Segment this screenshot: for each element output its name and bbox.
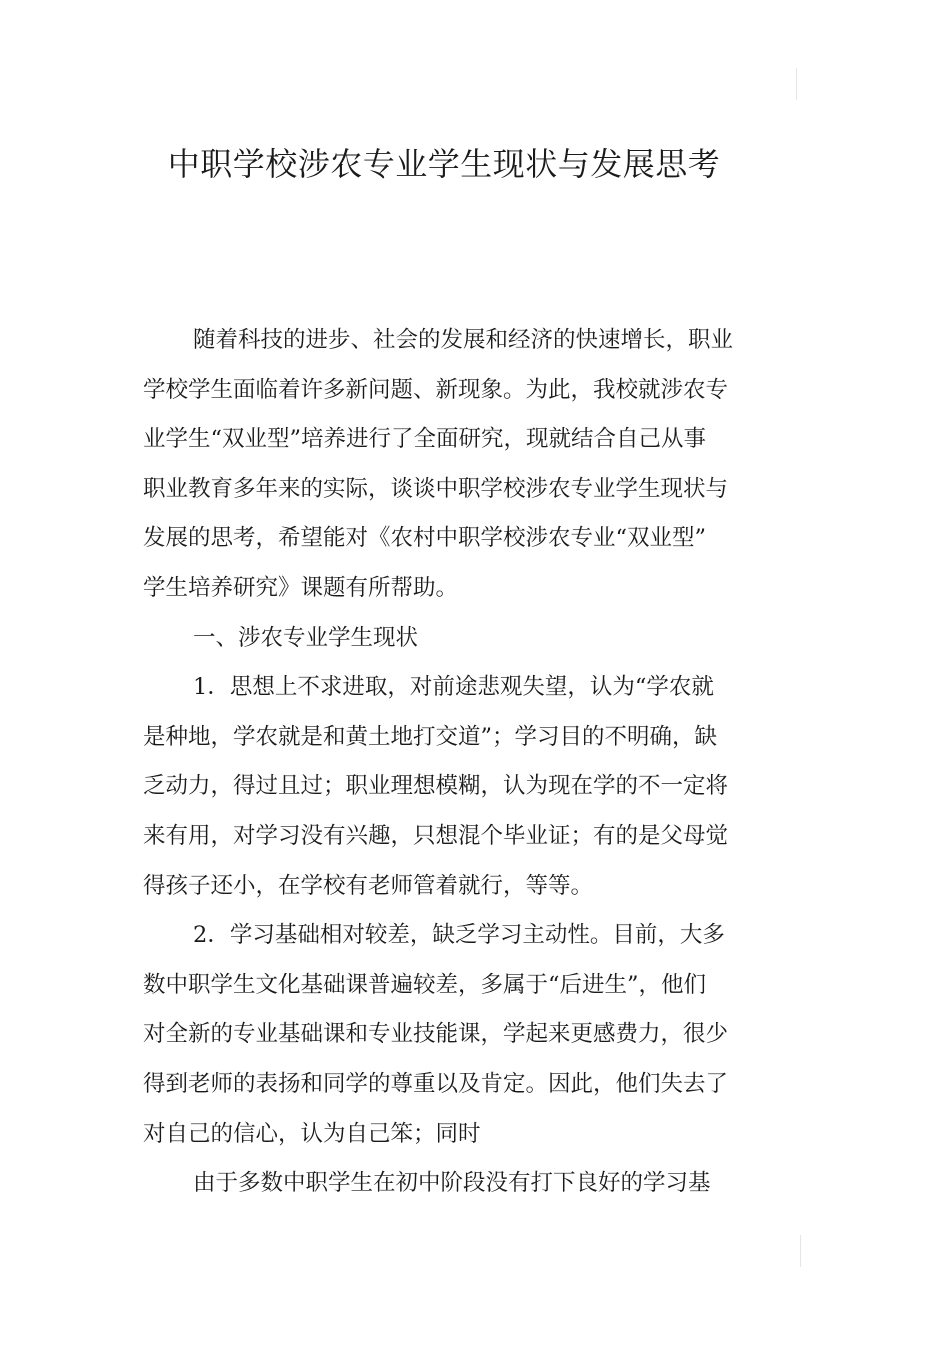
text-line: 业学生“双业型”培养进行了全面研究，现就结合自己从事 [143,426,707,453]
text-line: 对全新的专业基础课和专业技能课，学起来更感费力，很少 [143,1021,729,1048]
text-line: 对自己的信心，认为自己笨；同时 [143,1120,481,1147]
text-line: 学生培养研究》课题有所帮助。 [143,574,459,601]
text-line: 来有用，对学习没有兴趣，只想混个毕业证；有的是父母觉 [143,822,729,849]
text-line: 1．思想上不求进取，对前途悲观失望，认为“学农就 [193,674,714,701]
text-line: 发展的思考，希望能对《农村中职学校涉农专业“双业型” [143,525,707,552]
document-body [143,316,743,1209]
text-line: 一、涉农专业学生现状 [193,624,419,651]
text-line: 得孩子还小，在学校有老师管着就行，等等。 [143,872,594,899]
text-line: 由于多数中职学生在初中阶段没有打下良好的学习基 [193,1170,711,1197]
text-line: 2．学习基础相对较差，缺乏学习主动性。目前，大多 [193,922,725,949]
page-edge-mark-bottom [800,1235,801,1267]
text-line: 职业教育多年来的实际，谈谈中职学校涉农专业学生现状与 [143,475,729,502]
text-line: 是种地，学农就是和黄土地打交道”；学习目的不明确，缺 [143,723,718,750]
text-line: 随着科技的进步、社会的发展和经济的快速增长，职业 [193,327,734,353]
text-line: 学校学生面临着许多新问题、新现象。为此，我校就涉农专 [143,376,729,403]
text-line: 数中职学生文化基础课普遍较差，多属于“后进生”，他们 [143,971,707,998]
document-title: 中职学校涉农专业学生现状与发展思考 [167,145,721,184]
text-line: 乏动力，得过且过；职业理想模糊，认为现在学的不一定将 [143,773,729,800]
page-edge-mark-top [796,68,797,100]
text-line: 得到老师的表扬和同学的尊重以及肯定。因此，他们失去了 [143,1070,729,1097]
